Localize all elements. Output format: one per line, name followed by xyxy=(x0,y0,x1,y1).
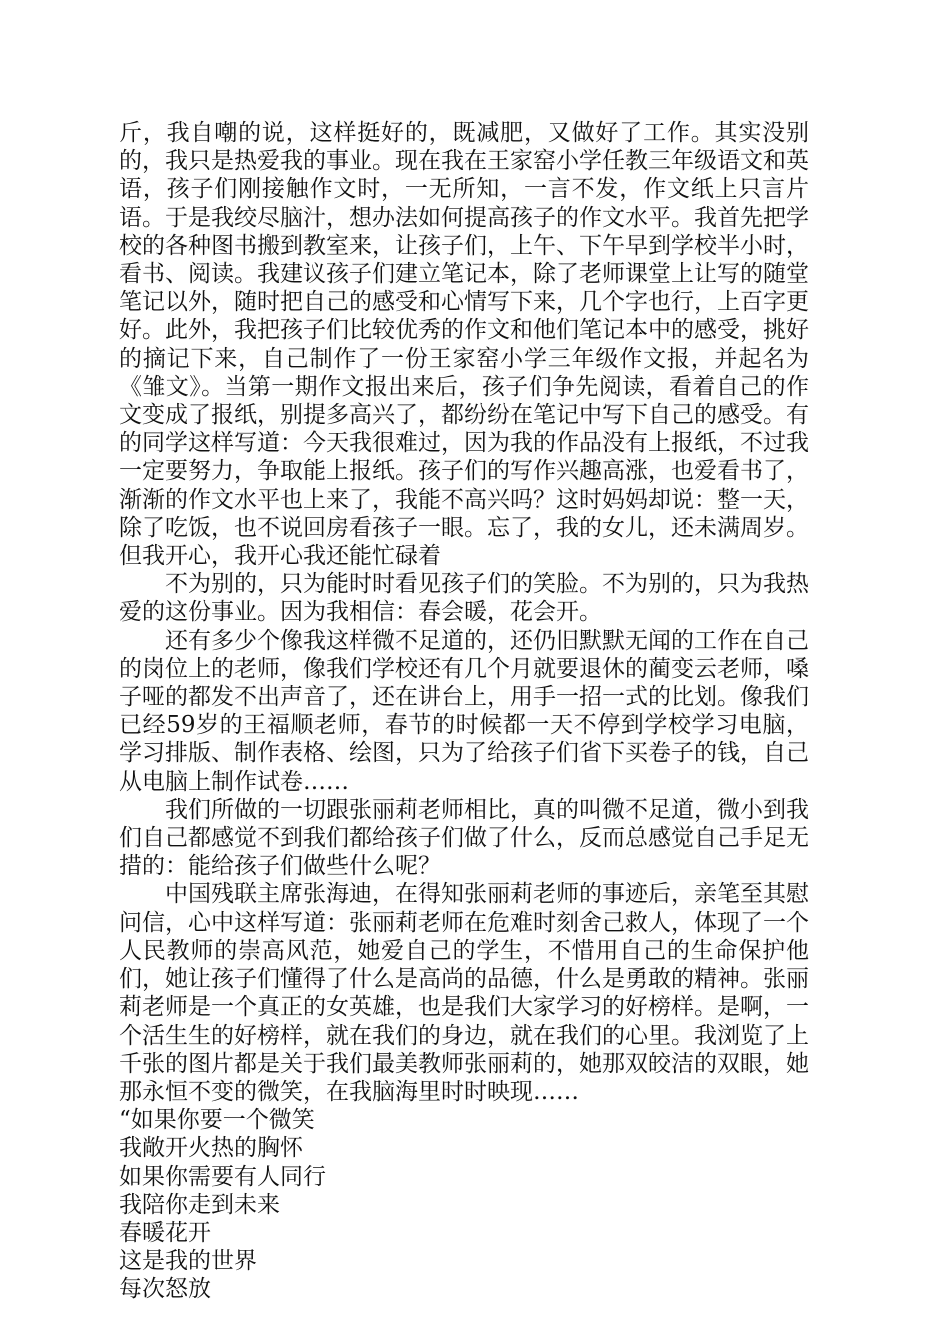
document-body xyxy=(119,119,809,1304)
paragraph-2: 不为别的，只为能时时看见孩子们的笑脸。不为别的，只为我热爱的这份事业。因为我相信：春会暖，花会开。 xyxy=(119,571,809,626)
poem-line-5: 春暖花开 xyxy=(119,1219,211,1246)
poem-line-6: 这是我的世界 xyxy=(119,1248,257,1275)
paragraph-1: 斤，我自嘲的说，这样挺好的，既减肥，又做好了工作。其实没别的，我只是热爱我的事业。现在我在王家窑小学任教三年级语文和英语，孩子们刚接触作文时，一无所知，一言不发，作文纸上只言片语。于是我绞尽脑汁，想办法如何提高孩子的作文水平。我首先把学校的各种图书搬到教室来，让孩子们，上午、下午早到学校半小时，看书、阅读。我建议孩子们建立笔记本，除了老师课堂上让写的随堂笔记以外，随时把自己的感受和心情写下来，几个字也行，上百字更好。此外，我把孩子们比较优秀的作文和他们笔记本中的感受，挑好的摘记下来，自己制作了一份王家窑小学三年级作文报，并起名为《雏文》。当第一期作文报出来后，孩子们争先阅读，看着自己的作文变成了报纸，别提多高兴了，都纷纷在笔记中写下自己的感受。有的同学这样写道：今天我很难过，因为我的作品没有上报纸，不过我一定要努力，争取能上报纸。孩子们的写作兴趣高涨，也爱看书了，渐渐的作文水平也上来了，我能不高兴吗？这时妈妈却说：整一天，除了吃饭，也不说回房看孩子一眼。忘了，我的女儿，还未满周岁。但我开心，我开心我还能忙碌着 xyxy=(119,120,809,570)
paragraph-4: 我们所做的一切跟张丽莉老师相比，真的叫微不足道，微小到我们自己都感觉不到我们都给孩子们做了什么，反而总感觉自己手足无措的：能给孩子们做些什么呢？ xyxy=(119,796,809,880)
poem-line-1: “如果你要一个微笑 xyxy=(119,1107,315,1134)
poem-line-2: 我敞开火热的胸怀 xyxy=(119,1135,303,1162)
poem-excerpt xyxy=(119,1106,809,1303)
poem-line-7: 每次怒放 xyxy=(119,1276,211,1303)
poem-line-3: 如果你需要有人同行 xyxy=(119,1163,326,1190)
poem-line-4: 我陪你走到未来 xyxy=(119,1191,280,1218)
paragraph-5: 中国残联主席张海迪，在得知张丽莉老师的事迹后，亲笔至其慰问信，心中这样写道：张丽莉老师在危难时刻舍己救人，体现了一个人民教师的崇高风范，她爱自己的学生，不惜用自己的生命保护他们，她让孩子们懂得了什么是高尚的品德，什么是勇敢的精神。张丽莉老师是一个真正的女英雄，也是我们大家学习的好榜样。是啊，一个活生生的好榜样，就在我们的身边，就在我们的心里。我浏览了上千张的图片都是关于我们最美教师张丽莉的，她那双皎洁的双眼，她那永恒不变的微笑，在我脑海里时时映现…… xyxy=(119,881,809,1105)
paragraph-3: 还有多少个像我这样微不足道的，还仍旧默默无闻的工作在自己的岗位上的老师，像我们学校还有几个月就要退休的蔺变云老师，嗓子哑的都发不出声音了，还在讲台上，用手一招一式的比划。像我们已经59岁的王福顺老师，春节的时候都一天不停到学校学习电脑，学习排版、制作表格、绘图，只为了给孩子们省下买卷子的钱，自己从电脑上制作试卷…… xyxy=(119,627,809,795)
